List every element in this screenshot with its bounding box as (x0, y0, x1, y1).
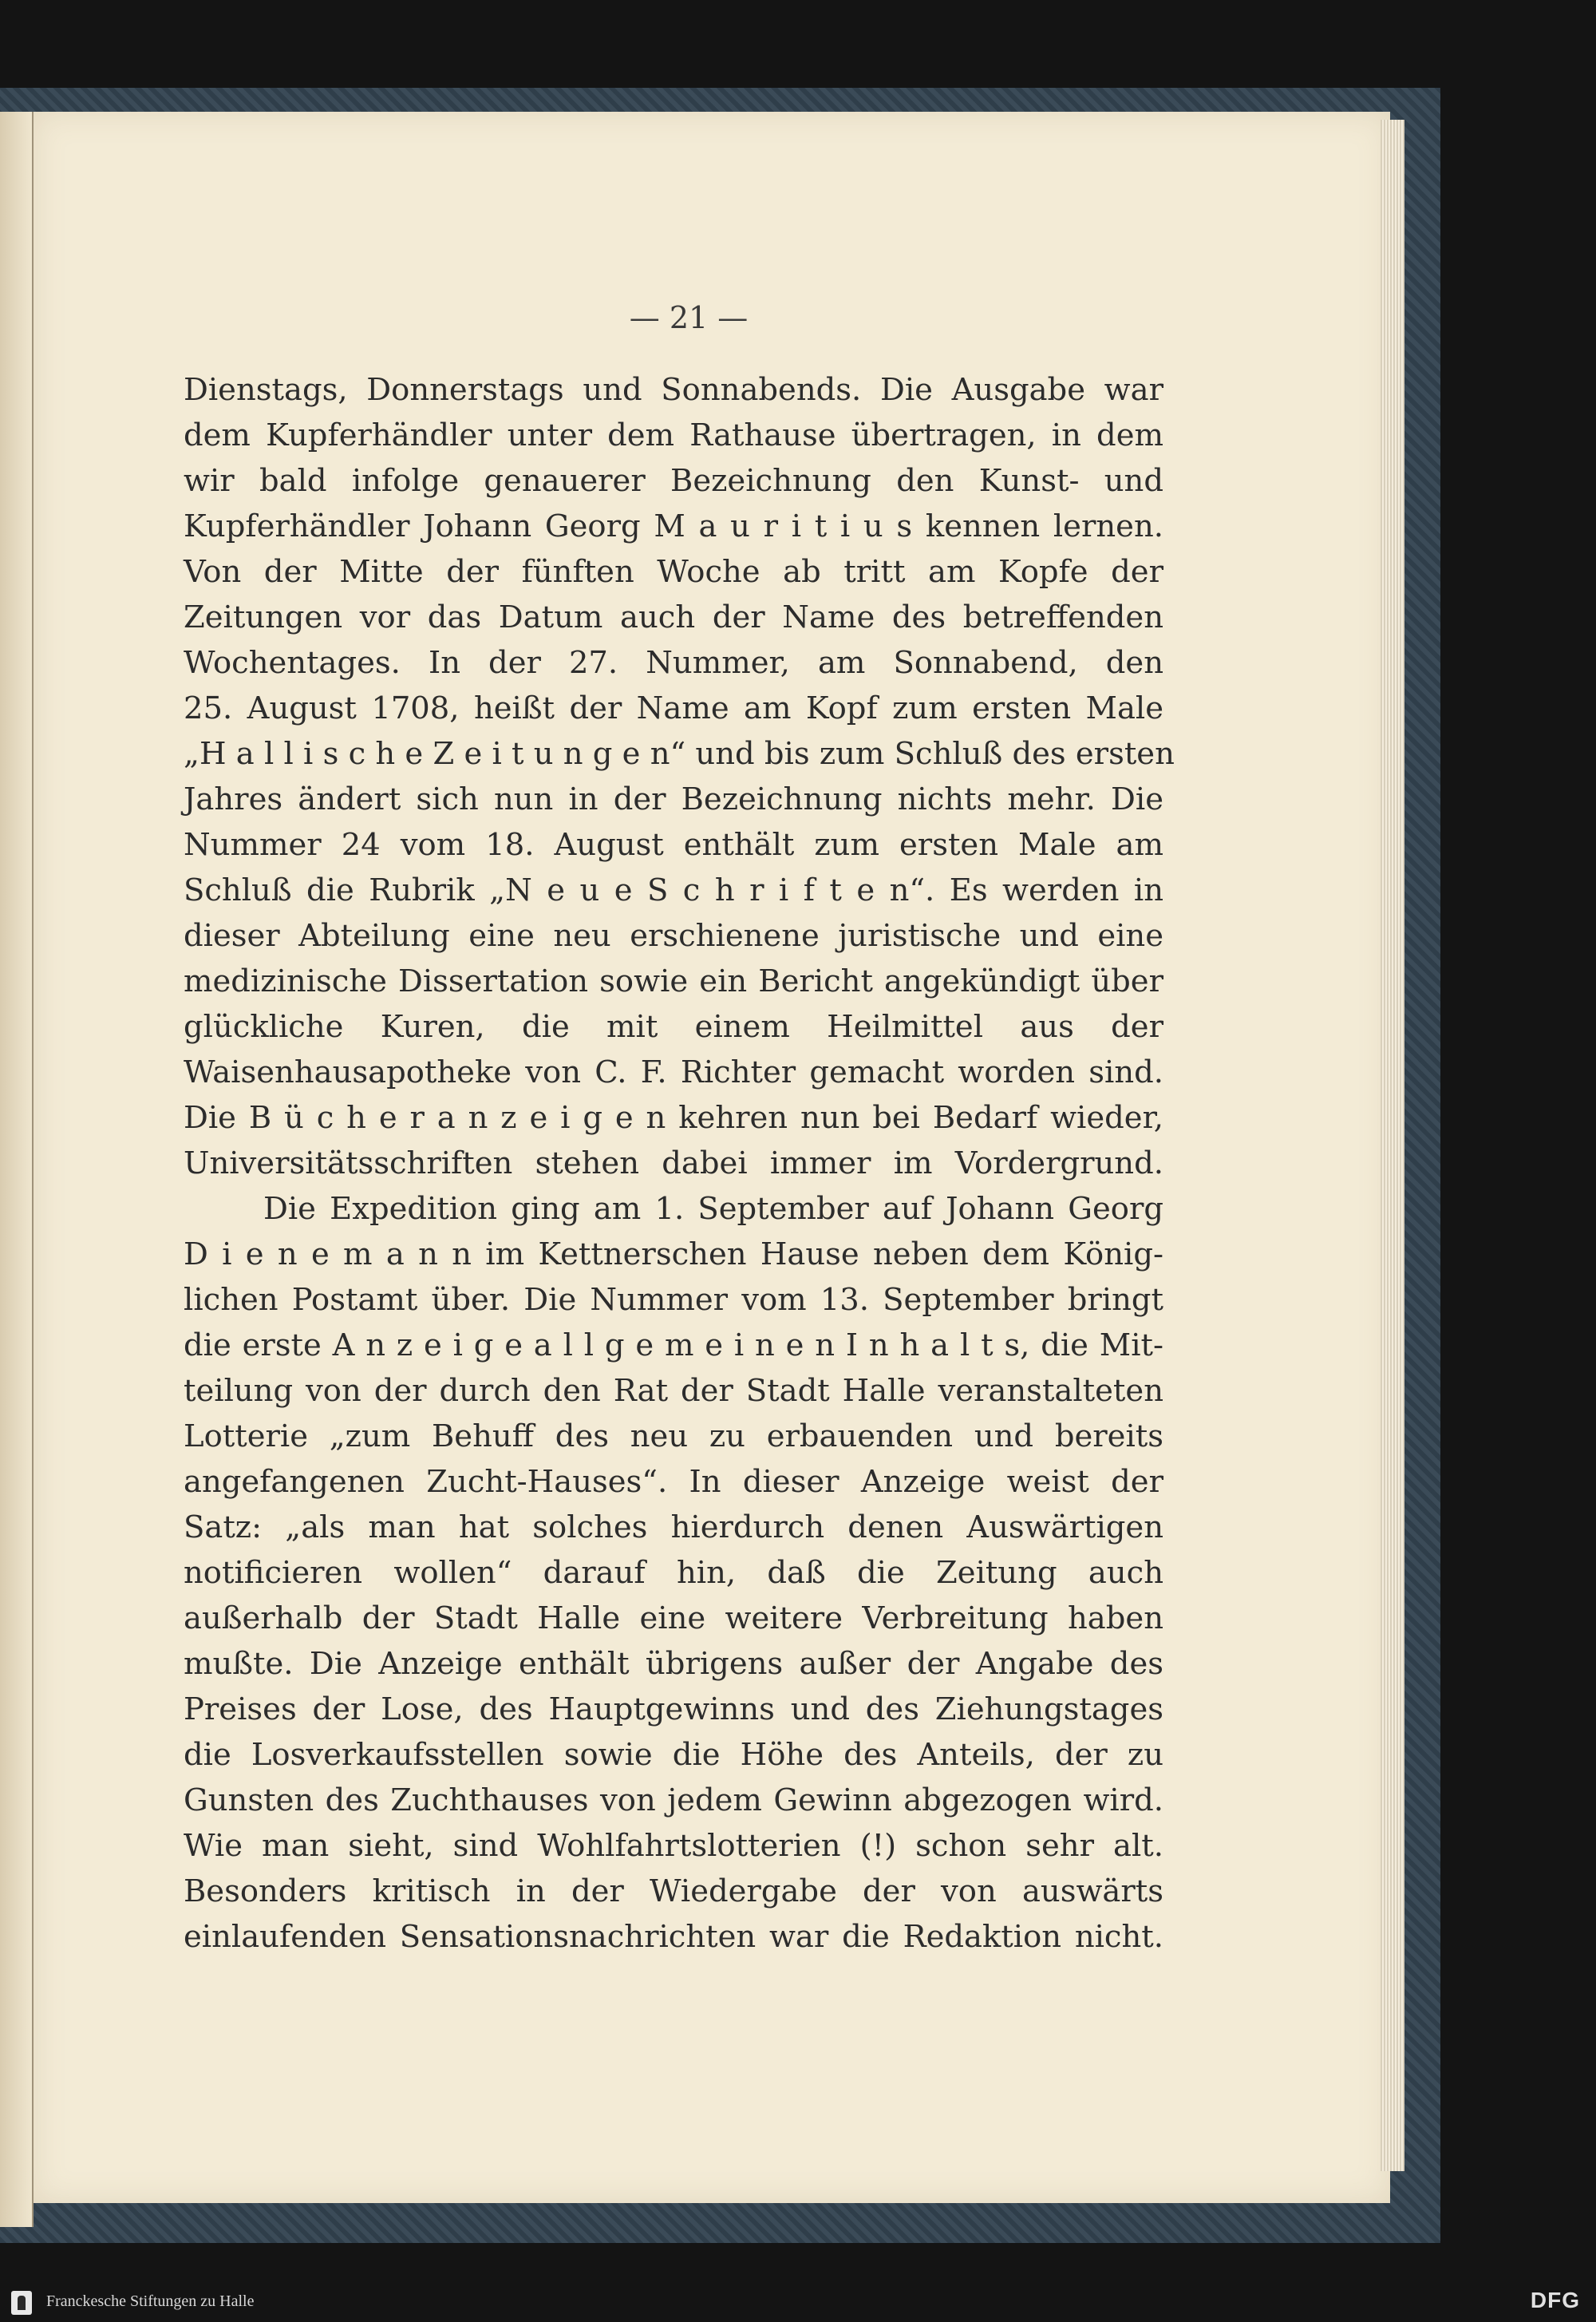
text-line: teilung von der durch den Rat der Stadt Halle veranstalteten (184, 1373, 1163, 1409)
text-line: Kupferhändler Johann Georg M a u r i t i u s kennen lernen. (184, 508, 1163, 544)
text-line: Gunsten des Zuchthauses von jedem Gewinn abgezogen wird. (184, 1782, 1163, 1818)
text-line: glückliche Kuren, die mit einem Heilmittel aus der (184, 1009, 1163, 1045)
text-line: Preises der Lose, des Hauptgewinns und des Ziehungstages (184, 1691, 1163, 1727)
text-line: 25. August 1708, heißt der Name am Kopf zum ersten Male (184, 690, 1163, 726)
text-line: dieser Abteilung eine neu erschienene juristische und eine (184, 918, 1163, 954)
page-number: — 21 — (629, 300, 749, 335)
text-line: Von der Mitte der fünften Woche ab tritt am Kopfe der (184, 554, 1163, 590)
text-line: dem Kupferhändler unter dem Rathause übertragen, in dem (184, 417, 1163, 453)
text-line: die Losverkaufsstellen sowie die Höhe des Anteils, der zu (184, 1737, 1163, 1773)
text-line: notificieren wollen“ darauf hin, daß die Zeitung auch (184, 1555, 1163, 1591)
text-line: mußte. Die Anzeige enthält übrigens außer der Angabe des (184, 1646, 1163, 1682)
text-line: Satz: „als man hat solches hierdurch denen Auswärtigen (184, 1509, 1163, 1545)
text-line: lichen Postamt über. Die Nummer vom 13. September bringt (184, 1282, 1163, 1318)
franckesche-stiftungen-logo-icon (11, 2291, 32, 2315)
text-line: Dienstags, Donnerstags und Sonnabends. Die Ausgabe war (184, 372, 1163, 408)
book-page (34, 112, 1390, 2203)
text-line: die erste A n z e i g e a l l g e m e i n e n I n h a l t s, die Mit- (184, 1327, 1163, 1363)
text-line: angefangenen Zucht-Hauses“. In dieser Anzeige weist der (184, 1464, 1163, 1500)
dfg-logo-text: DFG (1530, 2288, 1580, 2312)
text-line: Besonders kritisch in der Wiedergabe der von auswärts (184, 1873, 1163, 1909)
viewer-footer (0, 2283, 1596, 2322)
text-line: Lotterie „zum Behuff des neu zu erbauenden und bereits (184, 1418, 1163, 1454)
page-stack-edge (1381, 120, 1404, 2171)
footer-institution-label: Franckesche Stiftungen zu Halle (46, 2292, 255, 2310)
text-line: wir bald infolge genauerer Bezeichnung den Kunst- und (184, 463, 1163, 499)
text-line: außerhalb der Stadt Halle eine weitere Verbreitung haben (184, 1600, 1163, 1636)
text-line: Nummer 24 vom 18. August enthält zum ersten Male am (184, 827, 1163, 863)
text-line: Die B ü c h e r a n z e i g e n kehren nun bei Bedarf wieder, (184, 1100, 1163, 1136)
text-line: „H a l l i s c h e Z e i t u n g e n“ und bis zum Schluß des ersten (184, 736, 1175, 772)
text-line: Die Expedition ging am 1. September auf Johann Georg (263, 1191, 1163, 1227)
text-line: Wochentages. In der 27. Nummer, am Sonnabend, den (184, 645, 1163, 681)
left-page-edge (0, 112, 34, 2227)
text-line: Schluß die Rubrik „N e u e S c h r i f t e n“. Es werden in (184, 872, 1163, 908)
text-line: Jahres ändert sich nun in der Bezeichnung nichts mehr. Die (184, 781, 1163, 817)
text-line: medizinische Dissertation sowie ein Bericht angekündigt über (184, 963, 1163, 999)
text-line: Universitätsschriften stehen dabei immer im Vordergrund. (184, 1145, 1163, 1181)
page-text (184, 367, 1175, 1960)
text-line: Wie man sieht, sind Wohlfahrtslotterien (!) schon sehr alt. (184, 1828, 1163, 1864)
text-line: einlaufenden Sensationsnachrichten war die Redaktion nicht. (184, 1919, 1163, 1955)
text-line: D i e n e m a n n im Kettnerschen Hause neben dem König- (184, 1236, 1163, 1272)
text-line: Waisenhausapotheke von C. F. Richter gemacht worden sind. (184, 1054, 1163, 1090)
text-line: Zeitungen vor das Datum auch der Name des betreffenden (184, 599, 1163, 635)
